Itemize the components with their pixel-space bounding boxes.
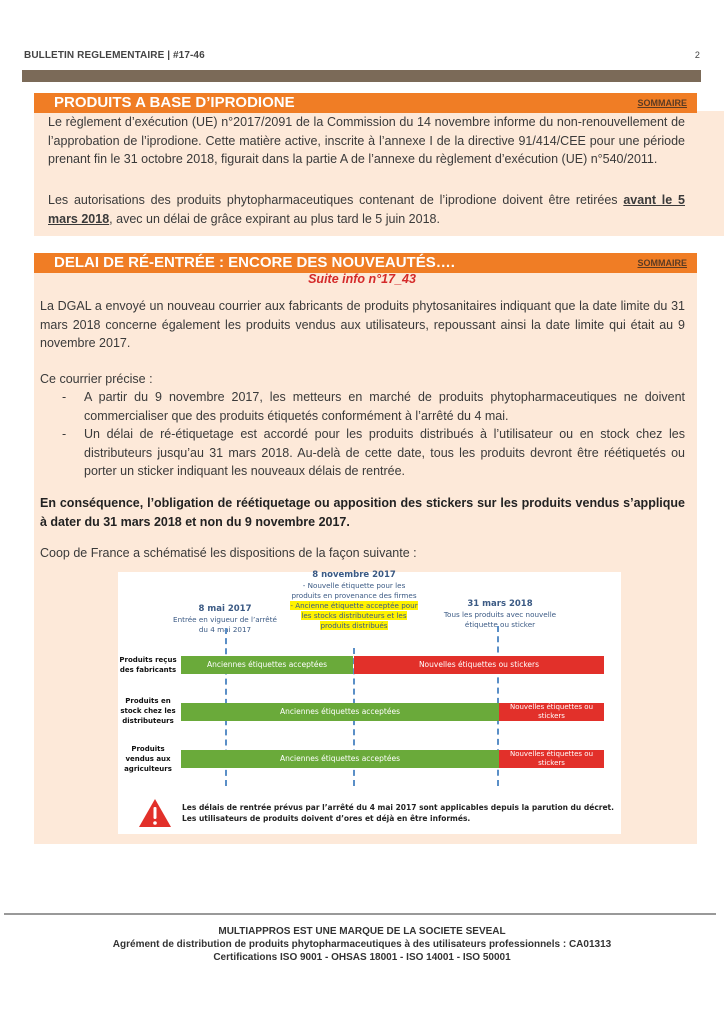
footer-line-2: Agrément de distribution de produits phytopharmaceutiques à des utilisateurs professionnels : CA01313 [112,939,612,950]
milestone-8-mai-2017: 8 mai 2017 Entrée en vigueur de l’arrêté du 4 mai 2017 [173,604,277,634]
sommaire-link[interactable]: SOMMAIRE [637,98,687,108]
milestone-8-novembre-2017: 8 novembre 2017 - Nouvelle étiquette pour les produits en provenance des firmes - Ancienne étiquette acceptée pour les stocks distributeurs et les produits distribués [290,570,418,630]
row-label: Produits en stock chez les distributeurs [120,697,176,725]
footer-line-1: MULTIAPPROS EST UNE MARQUE DE LA SOCIETE SEVEAL [218,926,506,937]
milestone-31-mars-2018: 31 mars 2018 Tous les produits avec nouvelle étiquette ou sticker [443,599,557,629]
bulletin-title: BULLETIN REGLEMENTAIRE | #17-46 [24,50,205,61]
bar-new-labels: Nouvelles étiquettes ou stickers [499,703,604,721]
bar-old-labels: Anciennes étiquettes acceptées [181,750,499,768]
section2-intro: Ce courrier précise : [40,372,153,386]
page-footer [0,925,724,964]
bar-new-labels: Nouvelles étiquettes ou stickers [499,750,604,768]
deadline-emphasis: avant le 5 mars 2018 [48,193,685,226]
running-header [24,50,700,61]
section2-paragraph-1: La DGAL a envoyé un nouveau courrier aux fabricants de produits phytosanitaires indiquant que la date limite du 31 mars 2018 concerne également les produits vendus aux utilisateurs, repoussant ainsi la date limite qui était au 9 novembre 2017. [40,299,685,350]
footer-divider [4,913,716,915]
section1-header [34,93,697,113]
highlighted-note: - Ancienne étiquette acceptée pour les stocks distributeurs et les produits distribués [290,601,418,630]
section2-bullet-list [40,388,685,481]
section2-header [34,253,697,273]
relabelling-timeline-diagram [118,572,621,834]
footer-line-3: Certifications ISO 9001 - OHSAS 18001 - ISO 14001 - ISO 50001 [213,952,511,963]
row-label: Produits reçus des fabricants [119,656,177,674]
row-label: Produits vendus aux agriculteurs [124,745,172,773]
section2-title: DELAI DE RÉ-ENTRÉE : ENCORE DES NOUVEAUTÉS…. [54,254,455,271]
warning-message: Les délais de rentrée prévus par l’arrêté du 4 mai 2017 sont applicables depuis la parution du décret. Les utilisateurs de produits doivent d’ores et déjà en être informés. [182,803,614,823]
section2-subtitle: Suite info n°17_43 [308,272,416,286]
section1-paragraph-1: Le règlement d’exécution (UE) n°2017/2091 de la Commission du 14 novembre informe du non-renouvellement de l’approbation de l’iprodione. Cette matière active, inscrite à l’annexe I de la directive 91/414/CEE pour une période prenant fin le 31 octobre 2018, figurait dans la partie A de l’annexe du règlement d’exécution (UE) n°540/2011. [48,115,685,166]
section2-diagram-intro: Coop de France a schématisé les dispositions de la façon suivante : [40,546,417,560]
header-divider-bar [22,70,701,82]
page-number: 2 [694,50,700,60]
warning-triangle-icon [138,798,172,828]
section2-conclusion: En conséquence, l’obligation de réétiquetage ou apposition des stickers sur les produits vendus s’applique à dater du 31 mars 2018 et non du 9 novembre 2017. [40,496,685,529]
section1-title: PRODUITS A BASE D’IPRODIONE [54,94,295,111]
list-item: - A partir du 9 novembre 2017, les metteurs en marché de produits phytopharmaceutiques ne doivent commercialiser que des produits étiquetés conformément à l’arrêté du 4 mai. [62,390,685,423]
bar-new-labels: Nouvelles étiquettes ou stickers [354,656,604,674]
list-item: - Un délai de ré-étiquetage est accordé pour les produits distribués à l’utilisateur ou en stock chez les distributeurs jusqu’au 31 mars 2018. Au-delà de cette date, tous les produits devront être réétiquetés ou porter un sticker indiquant les nouveaux délais de rentrée. [62,427,685,478]
sommaire-link[interactable]: SOMMAIRE [637,258,687,268]
bar-old-labels: Anciennes étiquettes acceptées [181,703,499,721]
bar-old-labels: Anciennes étiquettes acceptées [181,656,353,674]
section1-paragraph-2: Les autorisations des produits phytopharmaceutiques contenant de l’iprodione doivent être retirées avant le 5 mars 2018, avec un délai de grâce expirant au plus tard le 5 juin 2018. [48,193,685,226]
